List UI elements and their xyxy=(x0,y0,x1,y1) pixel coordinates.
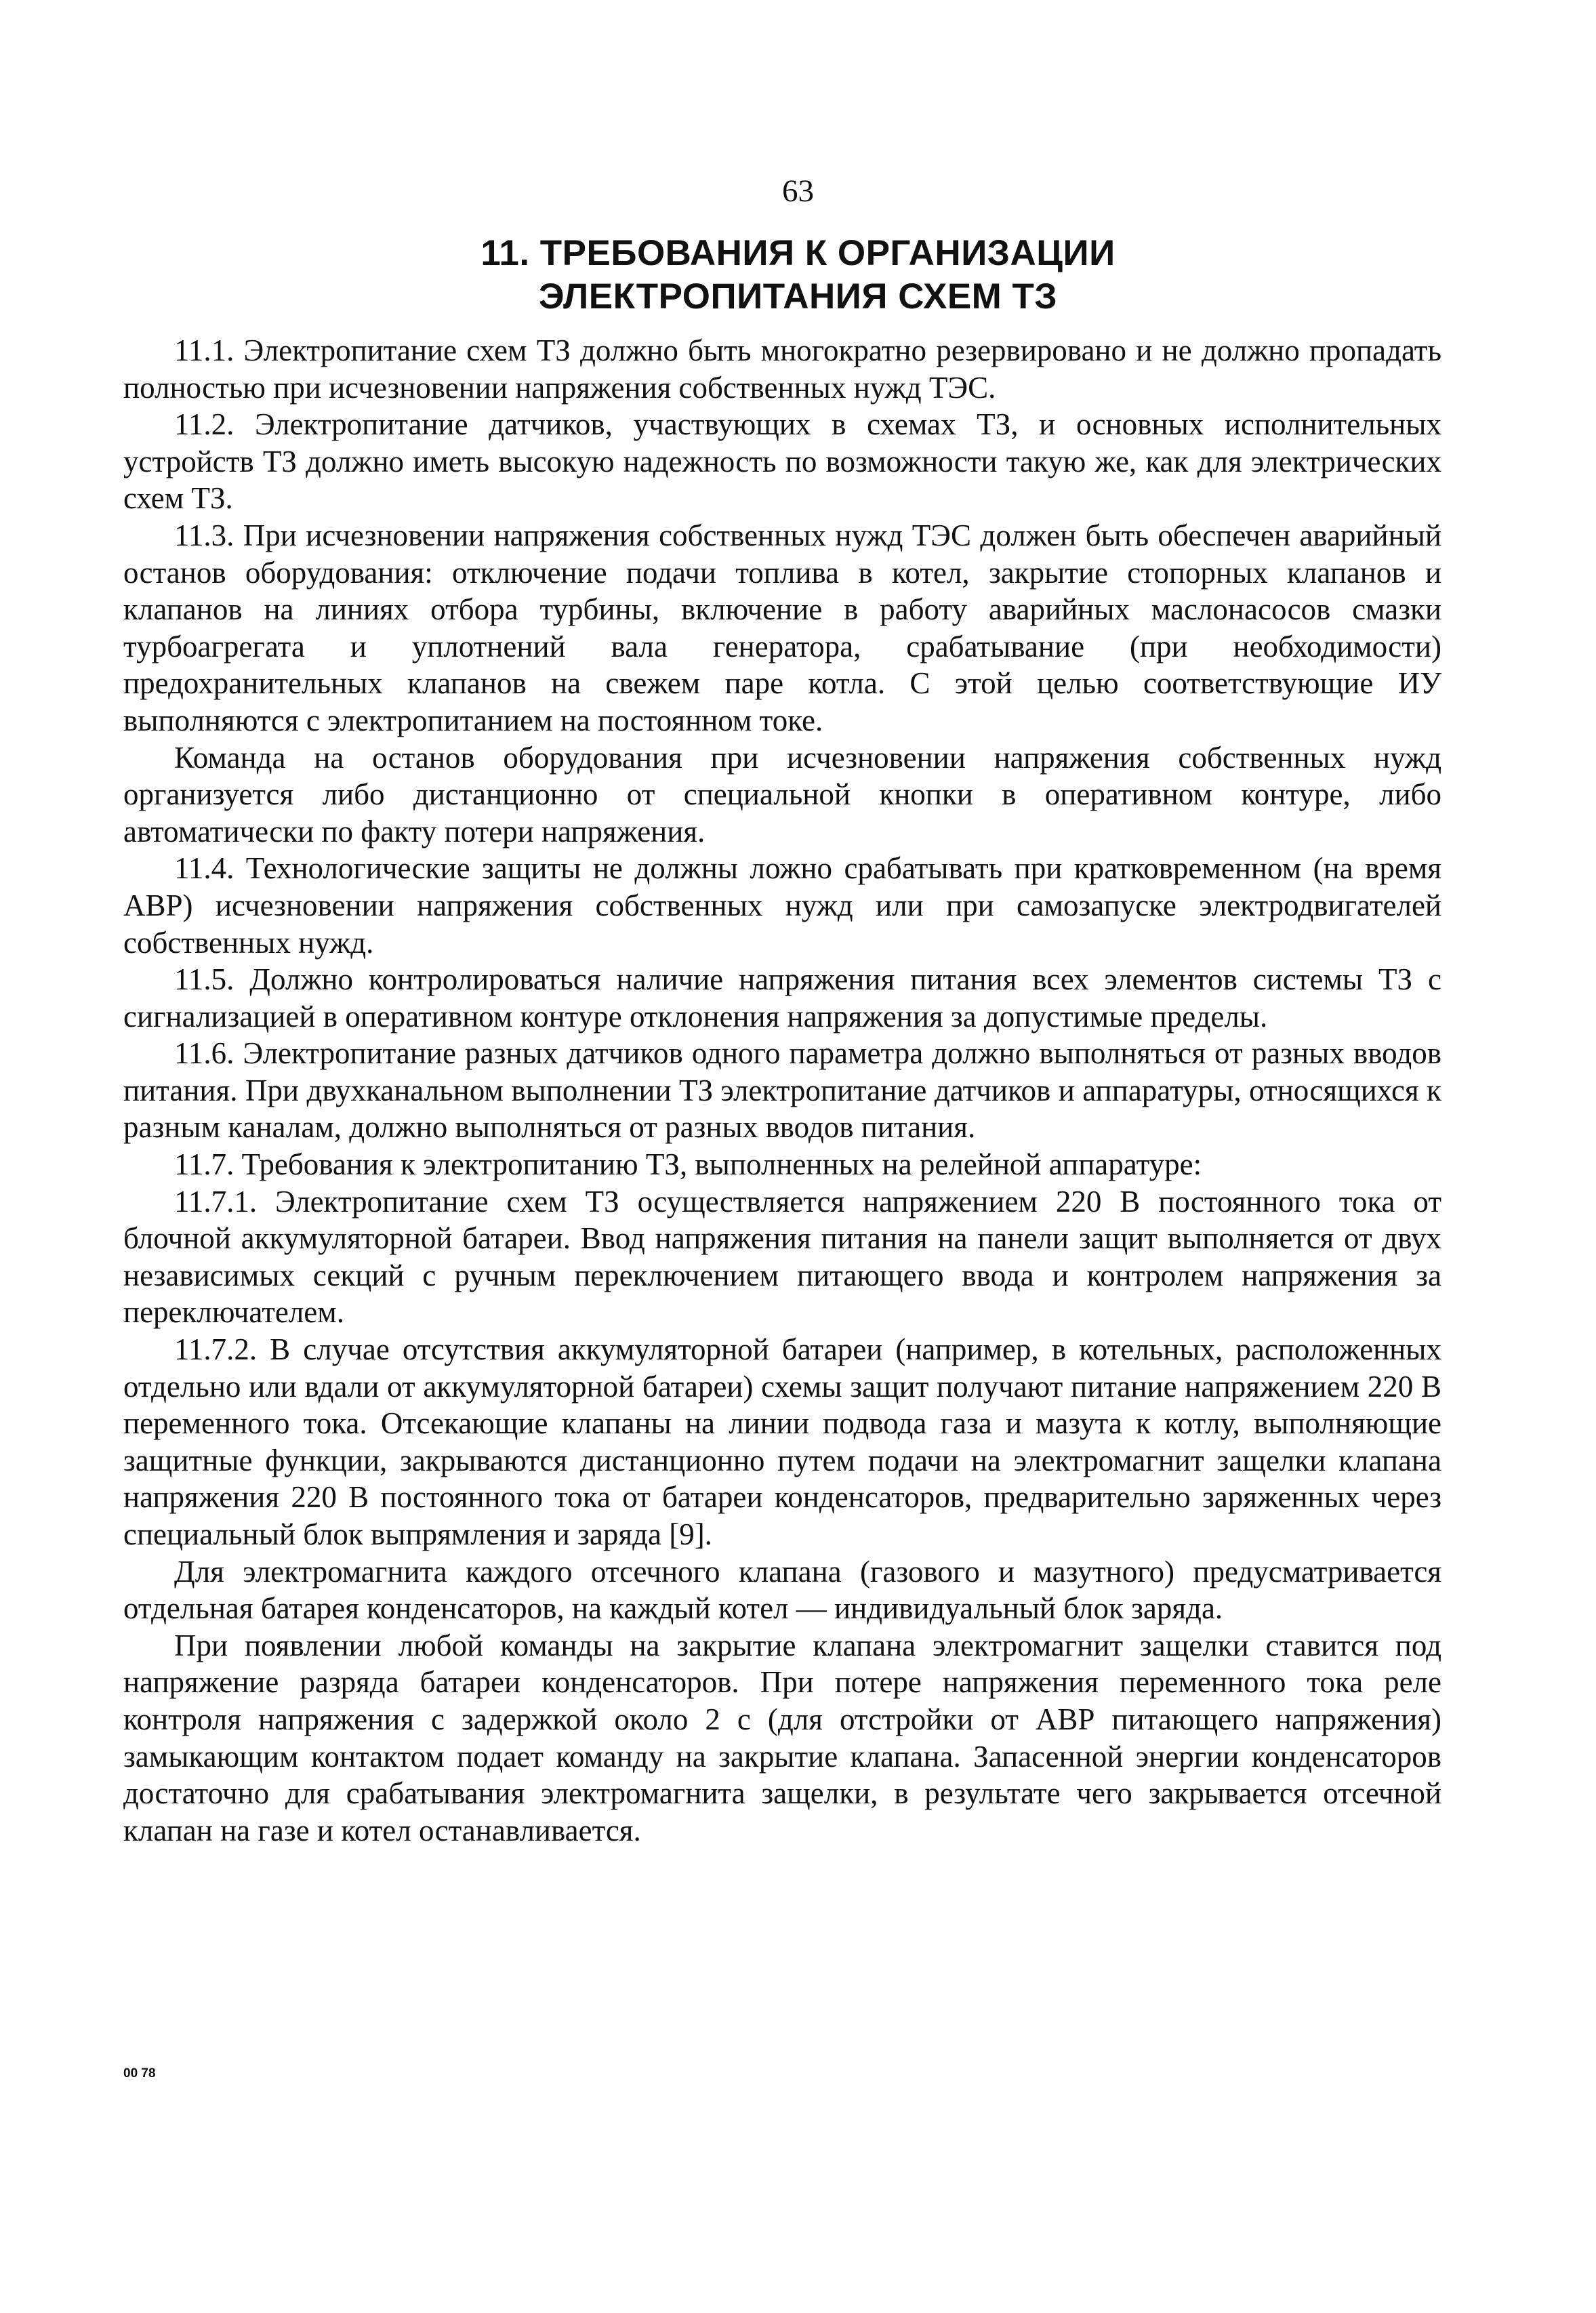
paragraph-11-2: 11.2. Электропитание датчиков, участвующих в схемах ТЗ, и основных исполнительных устройств ТЗ должно иметь высокую надежность по возможности такую же, как для электрических схем ТЗ. xyxy=(123,407,1441,516)
chapter-title-line-1: 11. ТРЕБОВАНИЯ К ОРГАНИЗАЦИИ xyxy=(480,233,1116,273)
paragraph-11-1: 11.1. Электропитание схем ТЗ должно быть многократно резервировано и не должно пропадать полностью при исчезновении напряжения собственных нужд ТЭС. xyxy=(123,333,1441,405)
paragraph-11-5: 11.5. Должно контролироваться наличие напряжения питания всех элементов системы ТЗ с сигнализацией в оперативном контуре отклонения напряжения за допустимые пределы. xyxy=(123,962,1441,1033)
paragraph-11-7-1: 11.7.1. Электропитание схем ТЗ осуществляется напряжением 220 В постоянного тока от блочной аккумуляторной батареи. Ввод напряжения питания на панели защит выполняется от двух независимых секций с ручным переключением питающего ввода и контролем напряжения за переключателем. xyxy=(123,1184,1441,1330)
paragraph-capacitor-battery: Для электромагнита каждого отсечного клапана (газового и мазутного) предусматривается отдельная батарея конденсаторов, на каждый котел — индивидуальный блок заряда. xyxy=(123,1554,1441,1626)
paragraph-11-4: 11.4. Технологические защиты не должны ложно срабатывать при кратковременном (на время АВР) исчезновении напряжения собственных нужд или при самозапуске электродвигателей собственных нужд. xyxy=(123,851,1441,960)
page-number: 63 xyxy=(782,173,814,209)
paragraph-11-3: 11.3. При исчезновении напряжения собственных нужд ТЭС должен быть обеспечен аварийный останов оборудования: отключение подачи топлива в котел, закрытие стопорных клапанов и клапанов на линиях отбора турбины, включение в работу аварийных маслонасосов смазки турбоагрегата и уплотнений вала генератора, срабатывание (при необходимости) предохранительных клапанов на свежем паре котла. С этой целью соответствующие ИУ выполняются с электропитанием на постоянном токе. xyxy=(123,518,1441,737)
paragraph-11-7: 11.7. Требования к электропитанию ТЗ, выполненных на релейной аппаратуре: xyxy=(174,1147,1202,1182)
body-text xyxy=(123,332,1441,1849)
paragraph-latch-command: При появлении любой команды на закрытие клапана электромагнит защелки ставится под напряжение разряда батареи конденсаторов. При потере напряжения переменного тока реле контроля напряжения с задержкой около 2 с (для отстройки от АВР питающего напряжения) замыкающим контактом подает команду на закрытие клапана. Запасенной энергии конденсаторов достаточно для срабатывания электромагнита защелки, в результате чего закрывается отсечной клапан на газе и котел останавливается. xyxy=(123,1628,1441,1847)
chapter-title-line-2: ЭЛЕКТРОПИТАНИЯ СХЕМ ТЗ xyxy=(538,277,1058,316)
footer-code: 00 78 xyxy=(123,2066,156,2081)
chapter-title xyxy=(0,232,1596,319)
paragraph-shutdown-command: Команда на останов оборудования при исчезновении напряжения собственных нужд организуется либо дистанционно от специальной кнопки в оперативном контуре, либо автоматически по факту потери напряжения. xyxy=(123,740,1441,848)
paragraph-11-6: 11.6. Электропитание разных датчиков одного параметра должно выполняться от разных вводов питания. При двухканальном выполнении ТЗ электропитание датчиков и аппаратуры, относящихся к разным каналам, должно выполняться от разных вводов питания. xyxy=(123,1036,1441,1145)
paragraph-11-7-2: 11.7.2. В случае отсутствия аккумуляторной батареи (например, в котельных, расположенных отдельно или вдали от аккумуляторной батареи) схемы защит получают питание напряжением 220 В переменного тока. Отсекающие клапаны на линии подвода газа и мазута к котлу, выполняющие защитные функции, закрываются дистанционно путем подачи на электромагнит защелки клапана напряжения 220 В постоянного тока от батареи конденсаторов, предварительно заряженных через специальный блок выпрямления и заряда [9]. xyxy=(123,1332,1441,1551)
